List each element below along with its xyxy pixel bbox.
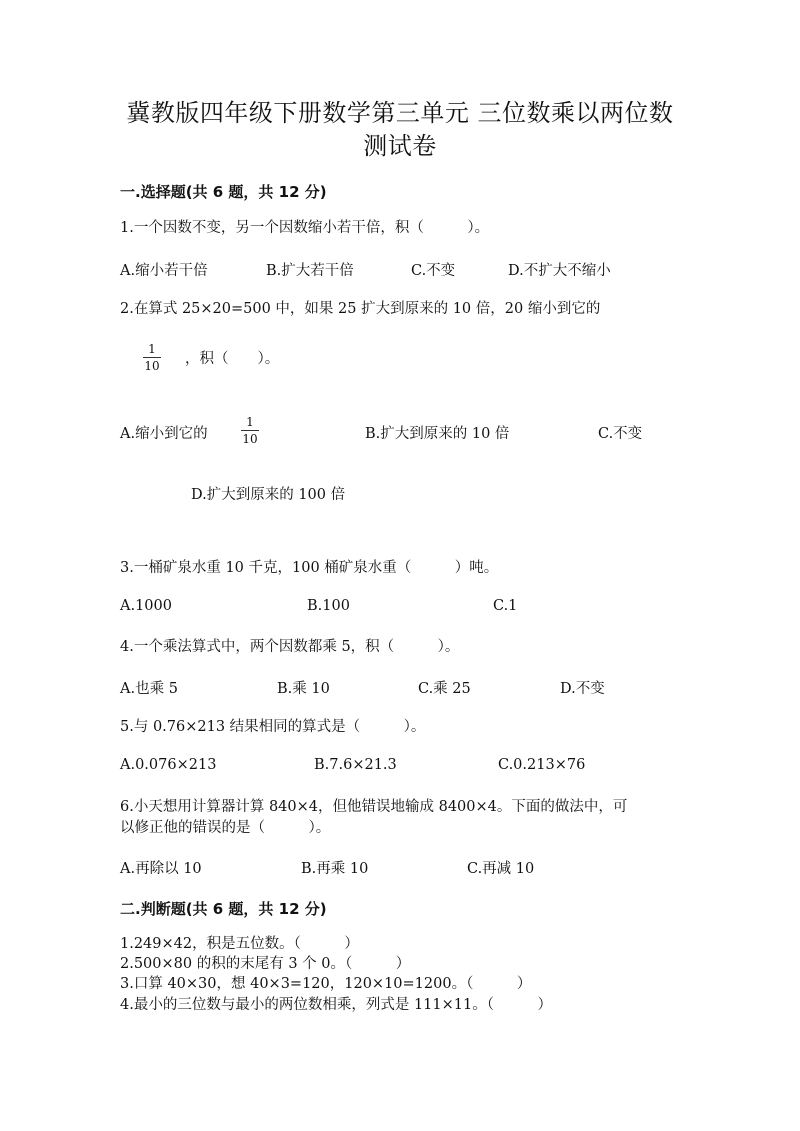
q4-option-b[interactable]: B.乘 10: [277, 681, 330, 697]
fraction-numerator: 1: [148, 342, 156, 356]
judgment-item-3: 3.口算 40×30，想 40×3=120，120×10=1200。（ ）: [120, 976, 532, 992]
q2-option-b[interactable]: B.扩大到原来的 10 倍: [365, 426, 510, 442]
question-6: 6.小天想用计算器计算 840×4，但他错误地输成 8400×4。下面的做法中，可: [120, 799, 628, 815]
q6-option-c[interactable]: C.再减 10: [467, 861, 535, 877]
question-6-line2: 以修正他的错误的是（ ）。: [120, 820, 331, 836]
q4-option-a[interactable]: A.也乘 5: [120, 681, 178, 697]
judgment-item-4: 4.最小的三位数与最小的两位数相乘，列式是 111×11。（ ）: [120, 997, 552, 1013]
question-3: 3.一桶矿泉水重 10 千克，100 桶矿泉水重（ ）吨。: [120, 560, 499, 576]
section-heading-choice: 一.选择题(共 6 题，共 12 分): [120, 183, 327, 201]
q5-option-c[interactable]: C.0.213×76: [498, 757, 586, 773]
question-4: 4.一个乘法算式中，两个因数都乘 5，积（ ）。: [120, 639, 460, 655]
judgment-item-1: 1.249×42，积是五位数。（ ）: [120, 936, 359, 952]
question-1: 1.一个因数不变，另一个因数缩小若干倍，积（ ）。: [120, 220, 490, 236]
q4-option-c[interactable]: C.乘 25: [418, 681, 471, 697]
fraction-denominator: 10: [144, 359, 160, 373]
q3-option-b[interactable]: B.100: [307, 598, 350, 614]
fraction-denominator: 10: [242, 432, 258, 446]
q1-option-d[interactable]: D.不扩大不缩小: [508, 263, 611, 279]
q5-option-a[interactable]: A.0.076×213: [120, 757, 217, 773]
q6-option-b[interactable]: B.再乘 10: [301, 861, 369, 877]
question-2: 2.在算式 25×20=500 中，如果 25 扩大到原来的 10 倍，20 缩小到它的: [120, 301, 601, 317]
page-title-line2: 测试卷: [363, 132, 437, 160]
fraction-one-tenth: [143, 342, 161, 373]
fraction-numerator: 1: [246, 415, 254, 429]
q2-option-a-fraction: [241, 415, 259, 446]
fraction-bar: [241, 430, 259, 431]
question-2-continued: ，积（ ）。: [185, 351, 280, 367]
section-heading-judgment: 二.判断题(共 6 题，共 12 分): [120, 900, 327, 918]
q4-option-d[interactable]: D.不变: [560, 681, 605, 697]
q3-option-c[interactable]: C.1: [493, 598, 518, 614]
q2-option-c[interactable]: C.不变: [598, 426, 643, 442]
judgment-item-2: 2.500×80 的积的末尾有 3 个 0。（ ）: [120, 956, 411, 972]
q2-option-d[interactable]: D.扩大到原来的 100 倍: [191, 487, 346, 503]
page-title: 冀教版四年级下册数学第三单元 三位数乘以两位数: [126, 99, 674, 127]
q3-option-a[interactable]: A.1000: [120, 598, 172, 614]
q6-option-a[interactable]: A.再除以 10: [120, 861, 202, 877]
q2-option-a[interactable]: A.缩小到它的: [120, 426, 208, 442]
fraction-bar: [143, 357, 161, 358]
q1-option-b[interactable]: B.扩大若干倍: [266, 263, 354, 279]
q5-option-b[interactable]: B.7.6×21.3: [314, 757, 397, 773]
q1-option-c[interactable]: C.不变: [411, 263, 456, 279]
question-5: 5.与 0.76×213 结果相同的算式是（ ）。: [120, 719, 426, 735]
q1-option-a[interactable]: A.缩小若干倍: [120, 263, 208, 279]
